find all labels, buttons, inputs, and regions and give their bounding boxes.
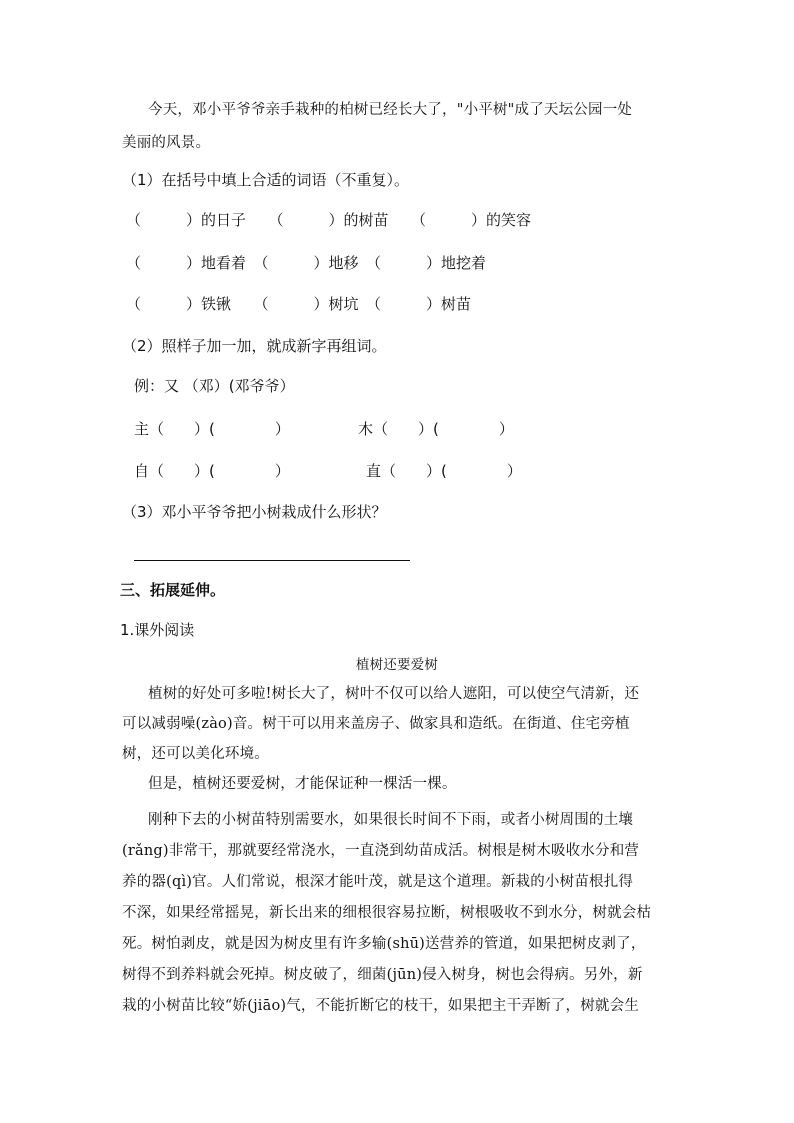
reading-line-2: 可以减弱噪(zào)音。树干可以用来盖房子、做家具和造纸。在街道、住宅旁植 <box>122 716 630 732</box>
question-2-example: 例：又 （邓）(邓爷爷） <box>134 377 295 395</box>
question-3-heading: （3）邓小平爷爷把小树栽成什么形状？ <box>122 503 387 521</box>
question-2-row-2-right: 直（ ）( ） <box>366 462 522 480</box>
question-2-heading: （2）照样子加一加，就成新字再组词。 <box>122 337 387 355</box>
reading-line-1: 植树的好处可多啦!树长大了，树叶不仅可以给人遮阳，可以使空气清新，还 <box>148 686 640 702</box>
reading-title: 植树还要爱树 <box>355 657 439 673</box>
question-1-row-2: （ ）地看着 （ ）地移 （ ）地挖着 <box>126 254 487 272</box>
reading-line-8: 不深，如果经常摇晃，新长出来的细根很容易拉断，树根吸收不到水分，树就会枯 <box>122 905 652 921</box>
question-1-row-1: （ ）的日子 （ ）的树苗 （ ）的笑容 <box>126 211 532 229</box>
reading-line-9: 死。树怕剥皮，就是因为树皮里有许多输(shū)送营养的管道，如果把树皮剥了， <box>122 936 646 952</box>
question-2-row-1-left: 主（ ）( ） <box>134 420 290 438</box>
reading-line-3: 树，还可以美化环境。 <box>122 746 269 762</box>
question-2-row-2-left: 自（ ）( ） <box>134 462 290 480</box>
passage-line-1: 今天，邓小平爷爷亲手栽种的柏树已经长大了，"小平树"成了天坛公园一处 <box>148 102 633 118</box>
question-2-row-1-right: 木（ ）( ） <box>358 420 514 438</box>
answer-line <box>134 560 410 561</box>
reading-line-6: (rǎng)非常干，那就要经常浇水，一直浇到幼苗成活。树根是树木吸收水分和营 <box>122 843 640 859</box>
reading-line-11: 栽的小树苗比较“娇(jiāo)气，不能折断它的枝干，如果把主干弄断了，树就会生 <box>122 998 640 1014</box>
reading-line-5: 刚种下去的小树苗特别需要水，如果很长时间不下雨，或者小树周围的土壤 <box>148 812 634 828</box>
section-3-sub: 1.课外阅读 <box>120 621 195 639</box>
question-1-row-3: （ ）铁锹 （ ）树坑 （ ）树苗 <box>126 295 472 313</box>
passage-line-2: 美丽的风景。 <box>122 135 211 151</box>
reading-line-7: 养的器(qì)官。人们常说，根深才能叶茂，就是这个道理。新栽的小树苗根扎得 <box>122 874 634 890</box>
section-3-heading: 三、拓展延伸。 <box>120 581 226 599</box>
reading-line-4: 但是，植树还要爱树，才能保证种一棵活一棵。 <box>148 776 457 792</box>
reading-line-10: 树得不到养料就会死掉。树皮破了，细菌(jūn)侵入树身，树也会得病。另外，新 <box>122 967 643 983</box>
question-1-heading: （1）在括号中填上合适的词语（不重复）。 <box>122 171 410 189</box>
